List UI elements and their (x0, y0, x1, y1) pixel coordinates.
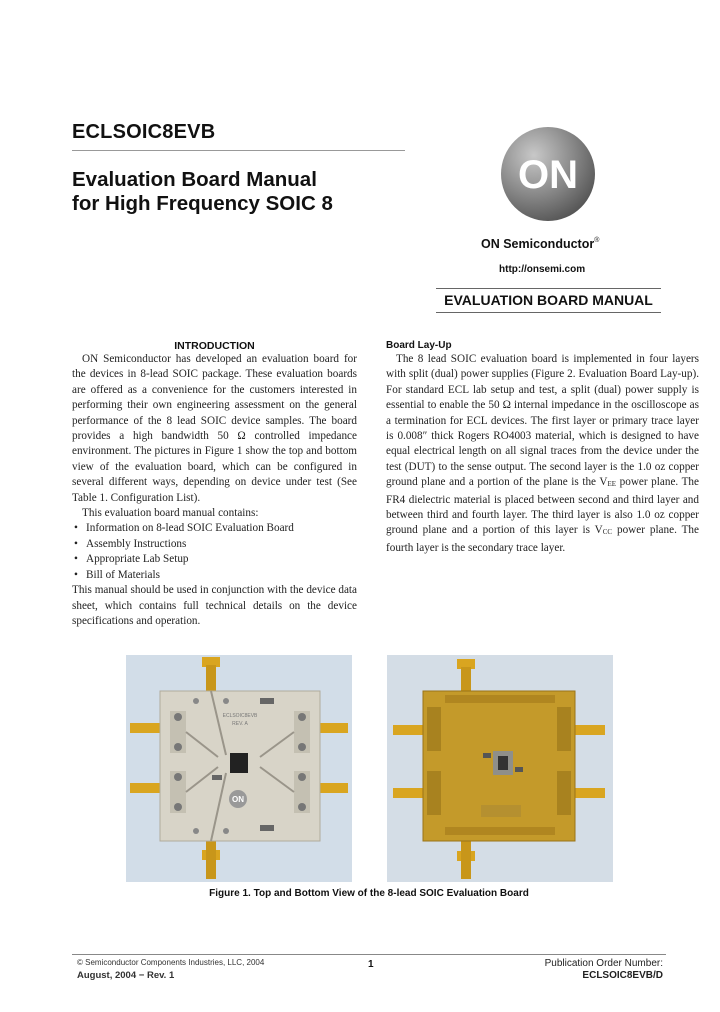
board-bottom-view-photo (387, 655, 613, 882)
board-layup-heading: Board Lay-Up (386, 340, 452, 351)
introduction-section (72, 352, 357, 629)
publication-order-label: Publication Order Number: (544, 958, 663, 969)
page-number: 1 (368, 959, 374, 970)
figure-caption: Figure 1. Top and Bottom View of the 8-lead SOIC Evaluation Board (209, 888, 529, 899)
website-url: http://onsemi.com (499, 264, 586, 275)
board-top-view-photo (126, 655, 352, 882)
title-line-2: for High Frequency SOIC 8 (72, 192, 333, 215)
logo-text: ON (518, 153, 578, 197)
layup-paragraph: The 8 lead SOIC evaluation board is implemented in four layers with split (dual) power supplies (Figure 2. Evaluation Board Lay-up). For standard ECL lab setup and test, a split (dual) power supply is essential to enable the 50 Ω internal impedance in the oscilloscope as a termination for ECL devices. The first layer or primary trace layer is 0.008″ thick Rogers RO4003 material, which is designed to have equal electrical length on all signal traces from the device under the test (DUT) to the sense output. The second layer is the 1.0 oz copper ground plane and a portion of the plane is the VEE power plane. The FR4 dielectric material is placed between second and third layer and between third and fourth layer. The third layer is also 1.0 oz copper ground plane and a portion of this layer is VCC power plane. The fourth layer is the secondary trace layer. (386, 353, 699, 554)
list-item: • Appropriate Lab Setup (72, 552, 357, 567)
copyright-notice: © Semiconductor Components Industries, LLC, 2004 (77, 958, 265, 967)
trademark: ® (594, 237, 600, 244)
board-logo-text: ON (232, 795, 244, 804)
title-line-1: Evaluation Board Manual (72, 168, 317, 191)
intro-paragraph-2: This evaluation board manual contains: (82, 507, 259, 520)
manual-rule-top (436, 288, 661, 289)
date-revision: August, 2004 − Rev. 1 (77, 970, 175, 981)
on-semi-logo (499, 125, 597, 223)
intro-paragraph-3: This manual should be used in conjunction with the device data sheet, which contains full technical details on the device specifications and operation. (72, 584, 357, 627)
board-label: ECLSOIC8EVB (222, 713, 258, 719)
document-title (72, 168, 412, 216)
list-item: • Assembly Instructions (72, 537, 357, 552)
part-number: ECLSOIC8EVB (72, 121, 216, 143)
board-revision: REV. A (232, 721, 248, 727)
company-name: ON Semiconductor® (481, 237, 600, 251)
footer-divider (72, 954, 666, 955)
intro-paragraph-1: ON Semiconductor has developed an evaluation board for the devices in 8-lead SOIC package. These evaluation boards are offered as a convenience for the customers interested in performing their own engineering assessment on the general performance of the 8 lead SOIC device samples. The board provides a high bandwidth 50 Ω controlled impedance environment. The pictures in Figure 1 show the top and bottom view of the evaluation board, which can be configured in several different ways, depending on device under test (See Table 1. Configuration List). (72, 353, 357, 504)
title-divider (72, 150, 405, 151)
manual-label: EVALUATION BOARD MANUAL (444, 292, 653, 308)
publication-order-number: ECLSOIC8EVB/D (582, 970, 663, 981)
board-layup-section (386, 352, 699, 556)
introduction-heading: INTRODUCTION (174, 340, 255, 352)
list-item: • Information on 8-lead SOIC Evaluation Board (72, 521, 357, 536)
manual-rule-bottom (436, 312, 661, 313)
contents-list (72, 521, 357, 583)
list-item: • Bill of Materials (72, 568, 357, 583)
